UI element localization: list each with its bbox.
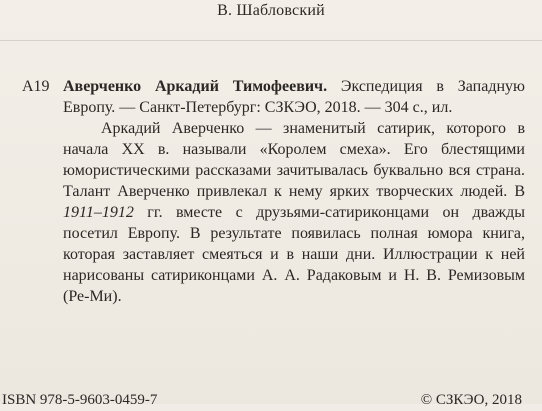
entry-title: Экспедиция в Западную [327,78,525,95]
entry-code: А19 [22,78,50,95]
entry-annotation [63,118,525,307]
annotation-text-1: Аркадий Аверченко — знаменитый сатирик, которого в начала XX в. называли «Королем смеха». Его блестящими юмористическими рассказами зачитывалась буквально вся страна. Талант Аверченко привлекал к нему ярких творческих людей. В [63,120,525,200]
entry-publication-line [63,97,525,118]
annotation-years: 1911–1912 [63,204,134,221]
entry-publication: — Санкт-Петербург: СЗКЭО, 2018. — 304 с., ил. [115,99,453,116]
header-author: В. Шабловский [217,2,325,19]
annotation-text-2: гг. вместе с друзьями-сатириконцами он дважды посетил Европу. В результате появилась полная юмора книга, которая заставляет смеяться и в наши дни. Иллюстрации к ней нарисованы сатириконцами А. А. Радаковым и Н. В. Ремизовым (Ре-Ми). [63,204,525,305]
isbn: ISBN 978-5-9603-0459-7 [2,392,158,408]
copyright: © СЗКЭО, 2018 [420,392,522,408]
running-header [0,0,542,22]
catalog-entry [63,76,525,307]
entry-title-continued: Европу. [63,99,116,116]
entry-title-line [63,76,525,97]
entry-author: Аверченко Аркадий Тимофеевич. [63,78,328,95]
page-footer [0,390,542,411]
header-divider [0,40,542,41]
